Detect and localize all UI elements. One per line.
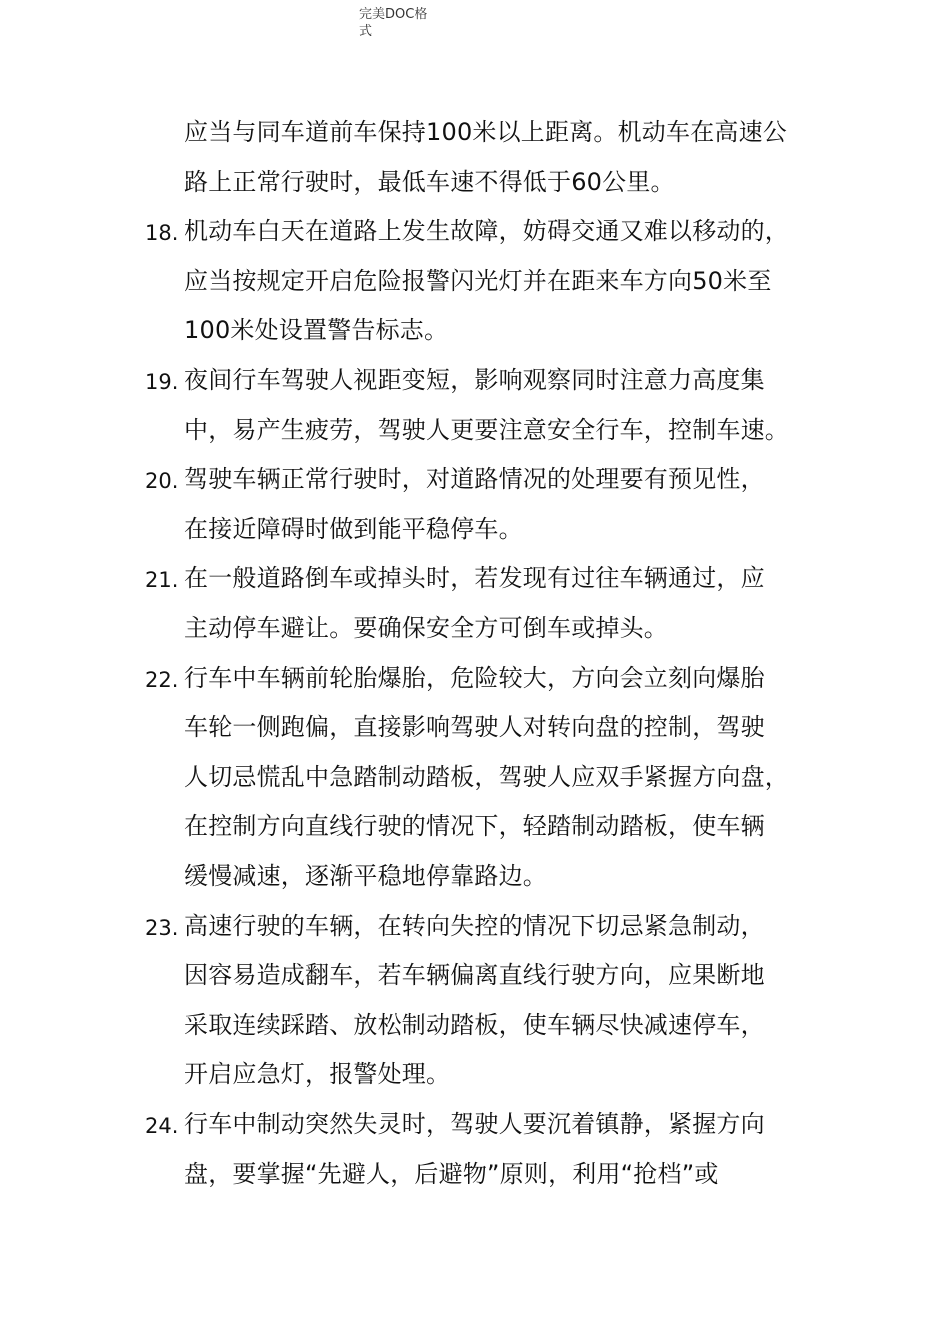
list-item-number: 21. (145, 568, 179, 593)
list-item-text-line: 因容易造成翻车，若车辆偏离直线行驶方向，应果断地 (184, 961, 765, 990)
list-item-text-line: 高速行驶的车辆，在转向失控的情况下切忌紧急制动， (184, 911, 765, 940)
list-item-number: 20. (145, 469, 179, 494)
list-item-number: 23. (145, 915, 179, 940)
list-item-number: 24. (145, 1114, 179, 1138)
list-item-text-line: 开启应急灯，报警处理。 (184, 1060, 451, 1089)
list-item-text-line: 机动车白天在道路上发生故障，妨碍交通又难以移动的， (184, 217, 789, 246)
list-item-text-line: 缓慢减速，逐渐平稳地停靠路边。 (184, 862, 547, 890)
list-item-text-line: 100米处设置警告标志。 (184, 316, 449, 345)
header-line-1: 完美DOC格 (359, 7, 428, 22)
list-item-text-line: 驾驶车辆正常行驶时，对道路情况的处理要有预见性， (184, 465, 765, 494)
list-item-text-line: 路上正常行驶时，最低车速不得低于60公里。 (184, 167, 675, 196)
header-line-2: 式 (359, 24, 373, 39)
list-item-text-line: 中，易产生疲劳，驾驶人更要注意安全行车，控制车速。 (184, 415, 789, 444)
list-item-text-line: 采取连续踩踏、放松制动踏板，使车辆尽快减速停车， (184, 1010, 765, 1039)
list-item-text-line: 应当与同车道前车保持100米以上距离。机动车在高速公 (184, 118, 788, 146)
list-item-text-line: 行车中车辆前轮胎爆胎，危险较大，方向会立刻向爆胎 (184, 663, 765, 692)
list-item-text-line: 在一般道路倒车或掉头时，若发现有过往车辆通过，应 (184, 564, 765, 593)
page-header (359, 6, 449, 40)
list-item-text-line: 人切忌慌乱中急踏制动踏板，驾驶人应双手紧握方向盘， (184, 762, 789, 791)
list-item-text-line: 行车中制动突然失灵时，驾驶人要沉着镇静，紧握方向 (184, 1110, 765, 1138)
list-item-number: 18. (145, 221, 179, 246)
list-item-text-line: 主动停车避让。要确保安全方可倒车或掉头。 (184, 614, 668, 642)
list-item-number: 19. (145, 370, 179, 394)
list-item-text-line: 车轮一侧跑偏，直接影响驾驶人对转向盘的控制，驾驶 (184, 713, 765, 742)
list-item-text-line: 夜间行车驾驶人视距变短，影响观察同时注意力高度集 (184, 366, 765, 394)
list-item-text-line: 盘，要掌握“先避人，后避物”原则，利用“抢档”或 (184, 1159, 719, 1188)
list-item-number: 22. (145, 667, 179, 692)
list-item-text-line: 应当按规定开启危险报警闪光灯并在距来车方向50米至 (184, 266, 772, 295)
list-item-text-line: 在控制方向直线行驶的情况下，轻踏制动踏板，使车辆 (184, 812, 765, 841)
list-item-text-line: 在接近障碍时做到能平稳停车。 (184, 514, 523, 543)
